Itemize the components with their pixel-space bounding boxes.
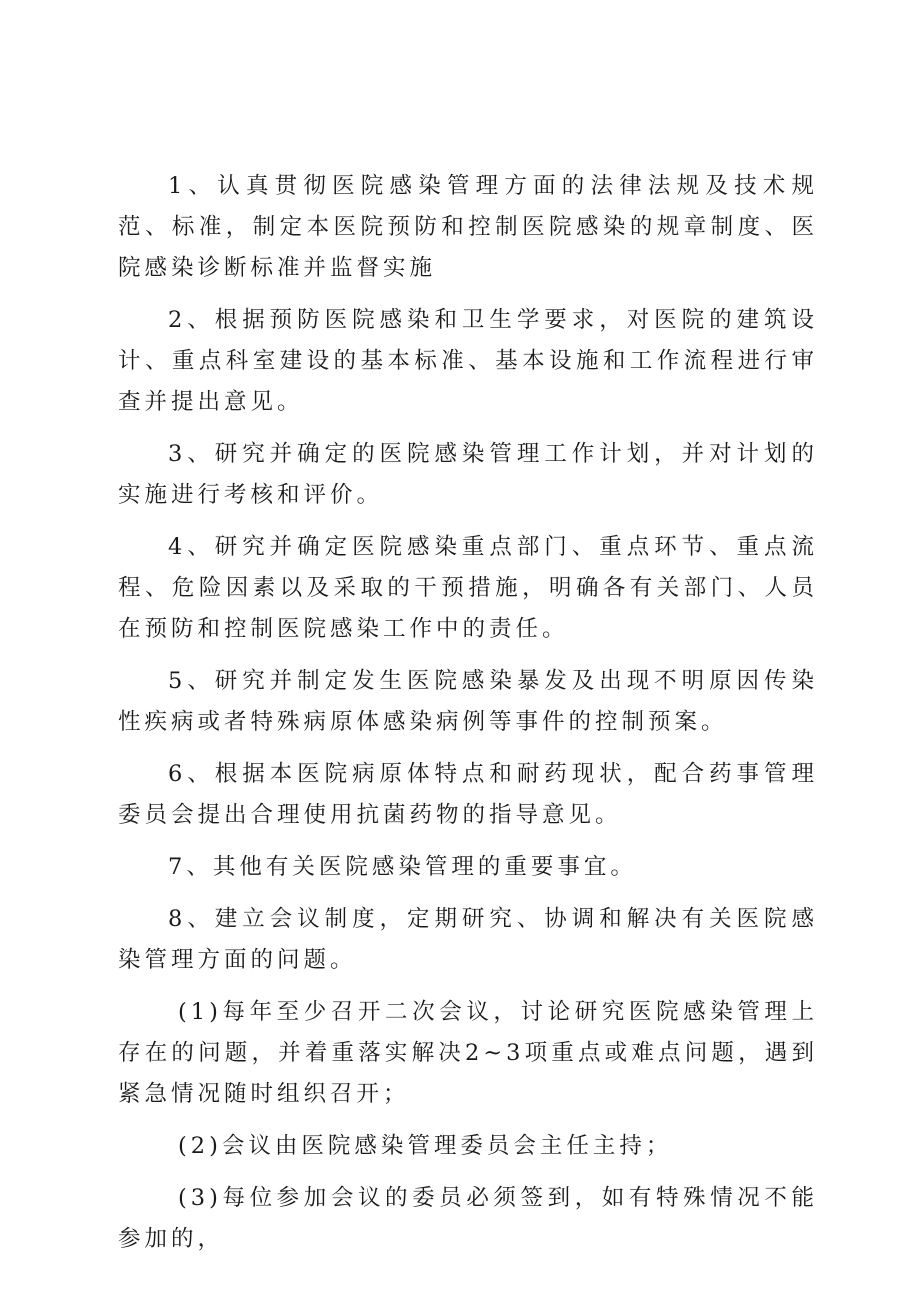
paragraph-4: 4、研究并确定医院感染重点部门、重点环节、重点流程、危险因素以及采取的干预措施，明确各有关部门、人员在预防和控制医院感染工作中的责任。 <box>118 534 818 642</box>
sub-item-3: (3)每位参加会议的委员必须签到，如有特殊情况不能参加的， <box>118 1185 818 1252</box>
sub-item-2: (2)会议由医院感染管理委员会主任主持； <box>178 1133 673 1159</box>
paragraph-1: 1、认真贯彻医院感染管理方面的法律法规及技术规范、标准，制定本医院预防和控制医院感染的规章制度、医院感染诊断标准并监督实施 <box>118 173 818 281</box>
sub-item-1: (1)每年至少召开二次会议，讨论研究医院感染管理上存在的问题，并着重落实解决2~3项重点或难点问题，遇到紧急情况随时组织召开； <box>118 999 818 1107</box>
paragraph-5: 5、研究并制定发生医院感染暴发及出现不明原因传染性疾病或者特殊病原体感染病例等事件的控制预案。 <box>118 668 818 735</box>
paragraph-7: 7、其他有关医院感染管理的重要事宜。 <box>168 854 637 880</box>
paragraph-2: 2、根据预防医院感染和卫生学要求，对医院的建筑设计、重点科室建设的基本标准、基本设施和工作流程进行审查并提出意见。 <box>118 307 818 415</box>
document-body <box>118 166 818 1271</box>
paragraph-8: 8、建立会议制度，定期研究、协调和解决有关医院感染管理方面的问题。 <box>118 906 818 973</box>
paragraph-6: 6、根据本医院病原体特点和耐药现状，配合药事管理委员会提出合理使用抗菌药物的指导意见。 <box>118 761 818 828</box>
paragraph-3: 3、研究并确定的医院感染管理工作计划，并对计划的实施进行考核和评价。 <box>118 441 818 508</box>
